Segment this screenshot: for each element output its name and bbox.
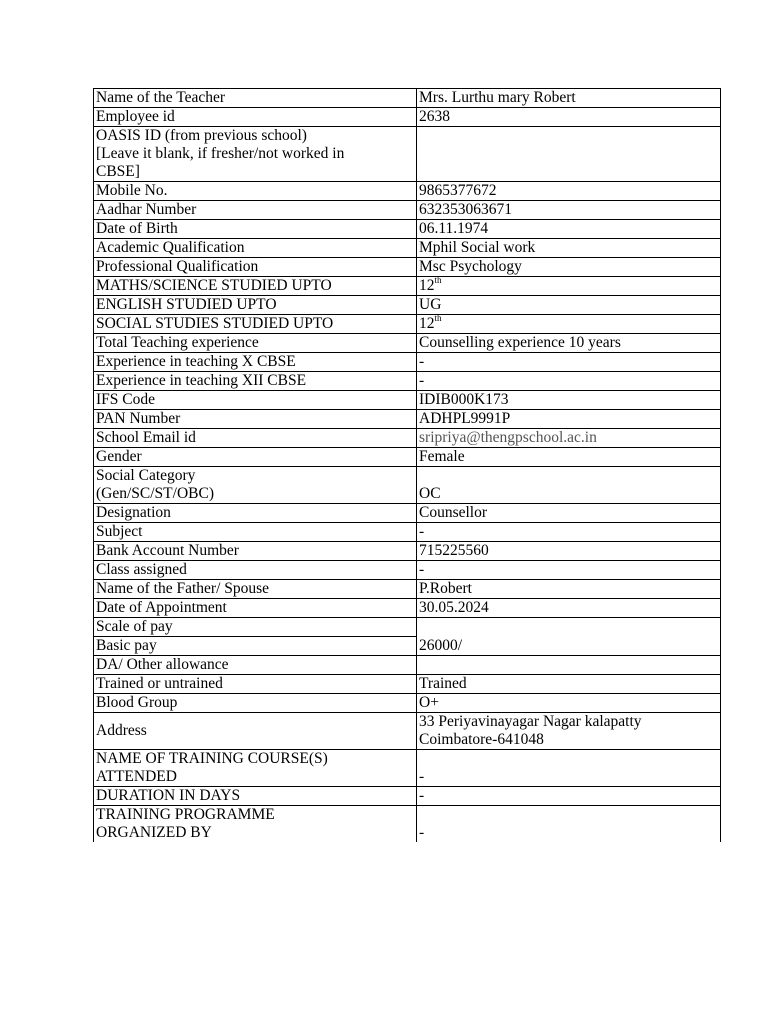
field-value: 06.11.1974 [417,220,721,239]
table-row [94,713,721,750]
field-label-line: Social Category [96,467,196,484]
table-row [94,656,721,675]
table-row [94,580,721,599]
field-value [417,277,721,296]
field-value: - [417,787,721,806]
table-row [94,542,721,561]
field-value: Msc Psychology [417,258,721,277]
table-row [94,599,721,618]
table-row [94,806,721,843]
field-label: DA/ Other allowance [94,656,417,675]
field-value [417,127,721,182]
table-row [94,277,721,296]
table-row [94,220,721,239]
field-label: Scale of pay [94,618,417,637]
field-value: Mphil Social work [417,239,721,258]
table-row [94,675,721,694]
field-value: 715225560 [417,542,721,561]
field-label-line: TRAINING PROGRAMME [96,806,275,823]
table-row [94,353,721,372]
field-label: Basic pay [94,637,417,656]
field-label: Name of the Father/ Spouse [94,580,417,599]
field-label: Academic Qualification [94,239,417,258]
field-label: Total Teaching experience [94,334,417,353]
field-label: Mobile No. [94,182,417,201]
field-value: Mrs. Lurthu mary Robert [417,89,721,108]
field-value: O+ [417,694,721,713]
field-label [94,127,417,182]
table-row [94,618,721,637]
field-label: IFS Code [94,391,417,410]
table-row [94,258,721,277]
field-value: UG [417,296,721,315]
table-row [94,108,721,127]
table-row [94,750,721,787]
field-label [94,467,417,504]
field-value: 9865377672 [417,182,721,201]
field-value: - [417,523,721,542]
field-value: 26000/ [417,618,721,656]
address-value [417,713,721,750]
field-label [94,750,417,787]
field-label: Experience in teaching XII CBSE [94,372,417,391]
table-row [94,429,721,448]
field-label-line: ATTENDED [96,768,177,785]
field-label: School Email id [94,429,417,448]
field-label: Bank Account Number [94,542,417,561]
field-label: DURATION IN DAYS [94,787,417,806]
value-superscript: th [434,276,442,285]
field-value: - [417,372,721,391]
field-value: - [417,353,721,372]
field-label-line: CBSE] [96,163,140,180]
field-label: Date of Appointment [94,599,417,618]
table-row [94,296,721,315]
field-label: PAN Number [94,410,417,429]
field-label: Address [94,713,417,750]
table-row [94,523,721,542]
field-value: 30.05.2024 [417,599,721,618]
field-label: Designation [94,504,417,523]
table-row [94,694,721,713]
field-label: Blood Group [94,694,417,713]
table-row [94,504,721,523]
email-value: sripriya@thengpschool.ac.in [417,429,721,448]
field-label: MATHS/SCIENCE STUDIED UPTO [94,277,417,296]
field-value: IDIB000K173 [417,391,721,410]
address-line: Coimbatore-641048 [419,731,544,748]
table-row [94,372,721,391]
field-value [417,656,721,675]
field-value: - [417,561,721,580]
field-label: Professional Qualification [94,258,417,277]
table-row [94,561,721,580]
field-label: Subject [94,523,417,542]
field-label: Employee id [94,108,417,127]
field-label: Date of Birth [94,220,417,239]
field-label: SOCIAL STUDIES STUDIED UPTO [94,315,417,334]
field-value: Female [417,448,721,467]
table-row [94,391,721,410]
table-row [94,467,721,504]
field-label: Aadhar Number [94,201,417,220]
field-value [417,315,721,334]
field-value: - [417,806,721,843]
field-label [94,806,417,843]
teacher-details-table [93,88,721,842]
field-value: - [417,750,721,787]
field-value: 632353063671 [417,201,721,220]
field-label-line: NAME OF TRAINING COURSE(S) [96,750,328,767]
field-value: Counselling experience 10 years [417,334,721,353]
table-row [94,448,721,467]
field-value: Counsellor [417,504,721,523]
table-row [94,201,721,220]
field-label-line: (Gen/SC/ST/OBC) [96,485,214,502]
field-label: ENGLISH STUDIED UPTO [94,296,417,315]
field-value: P.Robert [417,580,721,599]
table-row [94,127,721,182]
field-value: Trained [417,675,721,694]
field-value: OC [417,467,721,504]
address-line: 33 Periyavinayagar Nagar kalapatty [419,713,642,730]
field-label-line: OASIS ID (from previous school) [96,127,307,144]
field-value: 2638 [417,108,721,127]
table-row [94,239,721,258]
field-label-line: ORGANIZED BY [96,824,212,841]
table-row [94,410,721,429]
table-row [94,787,721,806]
field-label: Name of the Teacher [94,89,417,108]
value-superscript: th [434,314,442,323]
value-text: 12 [419,315,435,332]
table-row [94,182,721,201]
field-label: Trained or untrained [94,675,417,694]
field-label: Gender [94,448,417,467]
table-row [94,315,721,334]
value-text: 12 [419,277,435,294]
field-label: Experience in teaching X CBSE [94,353,417,372]
field-label: Class assigned [94,561,417,580]
field-value: ADHPL9991P [417,410,721,429]
table-row [94,334,721,353]
field-label-line: [Leave it blank, if fresher/not worked in [96,145,345,162]
table-row [94,89,721,108]
